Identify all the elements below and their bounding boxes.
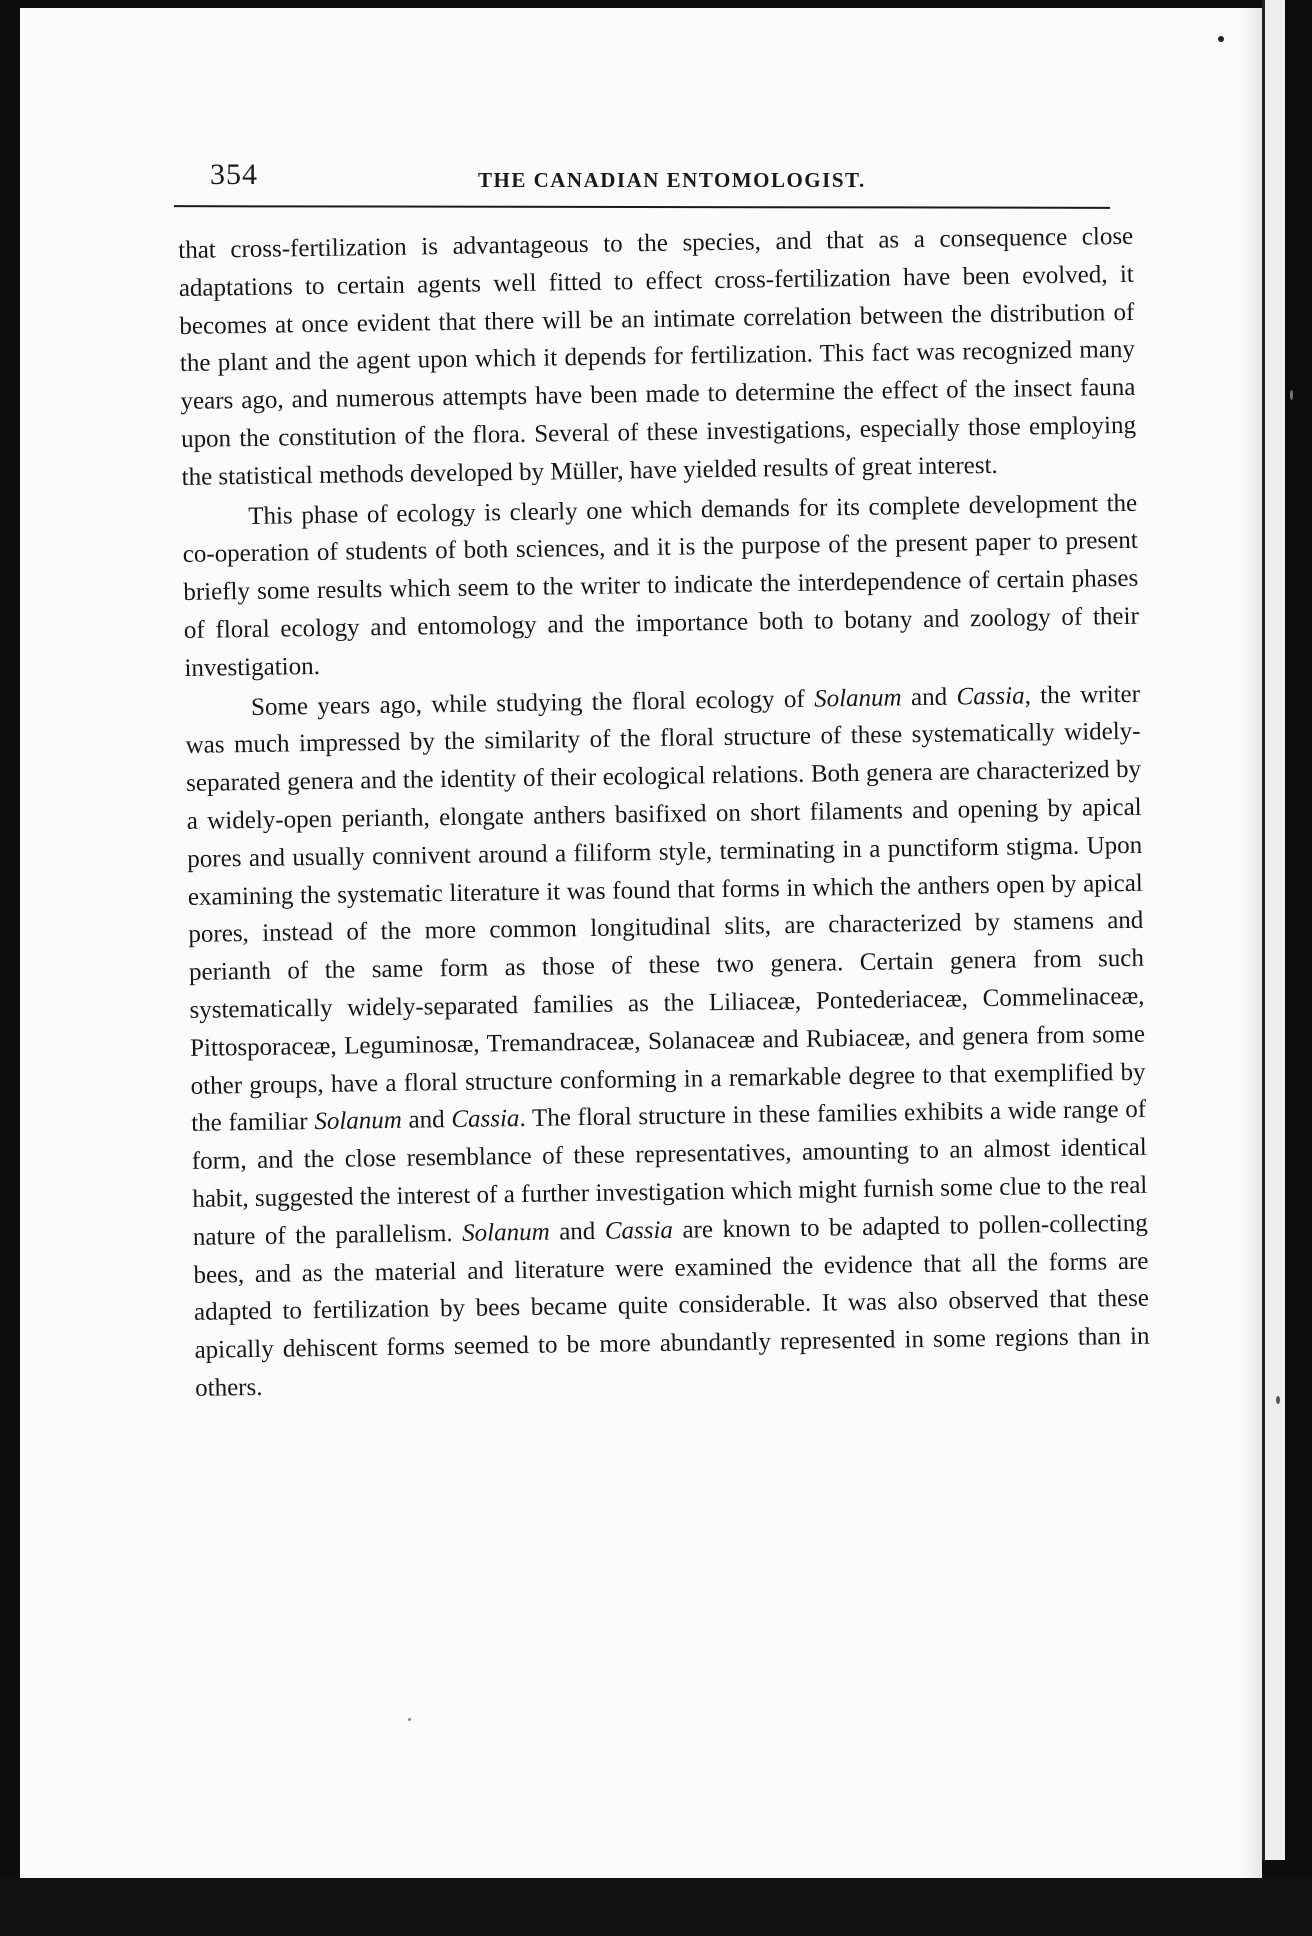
genus-name-italic: Solanum	[314, 1107, 403, 1136]
paragraph-3-text: and	[401, 1106, 452, 1135]
scan-bottom-border	[0, 1878, 1312, 1936]
genus-name-italic: Cassia	[604, 1216, 674, 1245]
paragraph-2: This phase of ecology is clearly one which demands for its complete development the co-operation of students of both sciences, and it is the purpose of the present paper to present briefly some results which seem to the writer to indicate the interdependence of certain phases of floral ecology and entomology and the importance both to botany and zoology of their investigation.	[182, 489, 1140, 682]
scan-speck	[1276, 1396, 1280, 1404]
scanned-page	[20, 8, 1262, 1878]
paragraph-3	[185, 675, 1151, 1407]
genus-name-italic: Solanum	[813, 683, 902, 713]
paragraph-3-text: and	[549, 1217, 606, 1246]
body-text	[178, 218, 1150, 1408]
paragraph-1: that cross-fertilization is advantageous to the species, and that as a consequence close adaptations to certain agents well fitted to effect cross-fertilization have been evolved, it becomes at once evident that there will be an intimate correlation between the distribution of the plant and the agent upon which it depends for fertilization. This fact was recognized many years ago, and numerous attempts have been made to determine the effect of the insect fauna upon the constitution of the flora. Several of these investigations, especially those employing the statistical methods developed by Müller, have yielded results of great interest.	[178, 222, 1137, 491]
paragraph-3-text: are known to be adapted to pollen-collecting bees, and as the material and literature were examined the evidence that all the forms are adapted to fertilization by bees became quite considerable. It was also observed that these apically dehiscent forms seemed to be more abundantly represented in some regions than in others.	[193, 1209, 1150, 1402]
running-header	[188, 158, 1128, 202]
paragraph-3-text: and	[901, 683, 957, 711]
running-title: THE CANADIAN ENTOMOLOGIST.	[478, 168, 866, 192]
genus-name-italic: Solanum	[461, 1218, 550, 1247]
paragraph-3-text: . The floral structure in these families exhibits a wide range of form, and the close resemblance of these representatives, amounting to an almost identical habit, suggested the interest of a further investigation which might furnish some clue to the real nature of the parallelism.	[191, 1096, 1148, 1251]
genus-name-italic: Cassia	[451, 1105, 520, 1134]
scan-speck	[1218, 36, 1224, 42]
scan-speck	[1290, 390, 1293, 400]
paragraph-3-text: Some years ago, while studying the floral ecology of	[250, 685, 815, 721]
scan-speck	[408, 1718, 411, 1721]
paragraph-3-text: , the writer was much impressed by the similarity of the floral structure of these systematically widely-separated genera and the identity of their ecological relations. Both genera are characterized by a widely-open perianth, elongate anthers basifixed on short filaments and opening by apical pores and usually connivent around a filiform style, terminating in a punctiform stigma. Upon examining the systematic literature it was found that forms in which the anthers open by apical pores, instead of the more common longitudinal slits, are characterized by stamens and perianth of the same form as those of these two genera. Certain genera from such systematically widely-separated families as the Liliaceæ, Pontederiaceæ, Commelinaceæ, Pittosporaceæ, Leguminosæ, Tremandraceæ, Solanaceæ and Rubiaceæ, and genera from some other groups, have a floral structure conforming in a remarkable degree to that exemplified by the familiar	[185, 680, 1146, 1138]
genus-name-italic: Cassia	[956, 682, 1025, 711]
page-number: 354	[210, 158, 258, 191]
page-edge-strip	[1262, 0, 1285, 1860]
